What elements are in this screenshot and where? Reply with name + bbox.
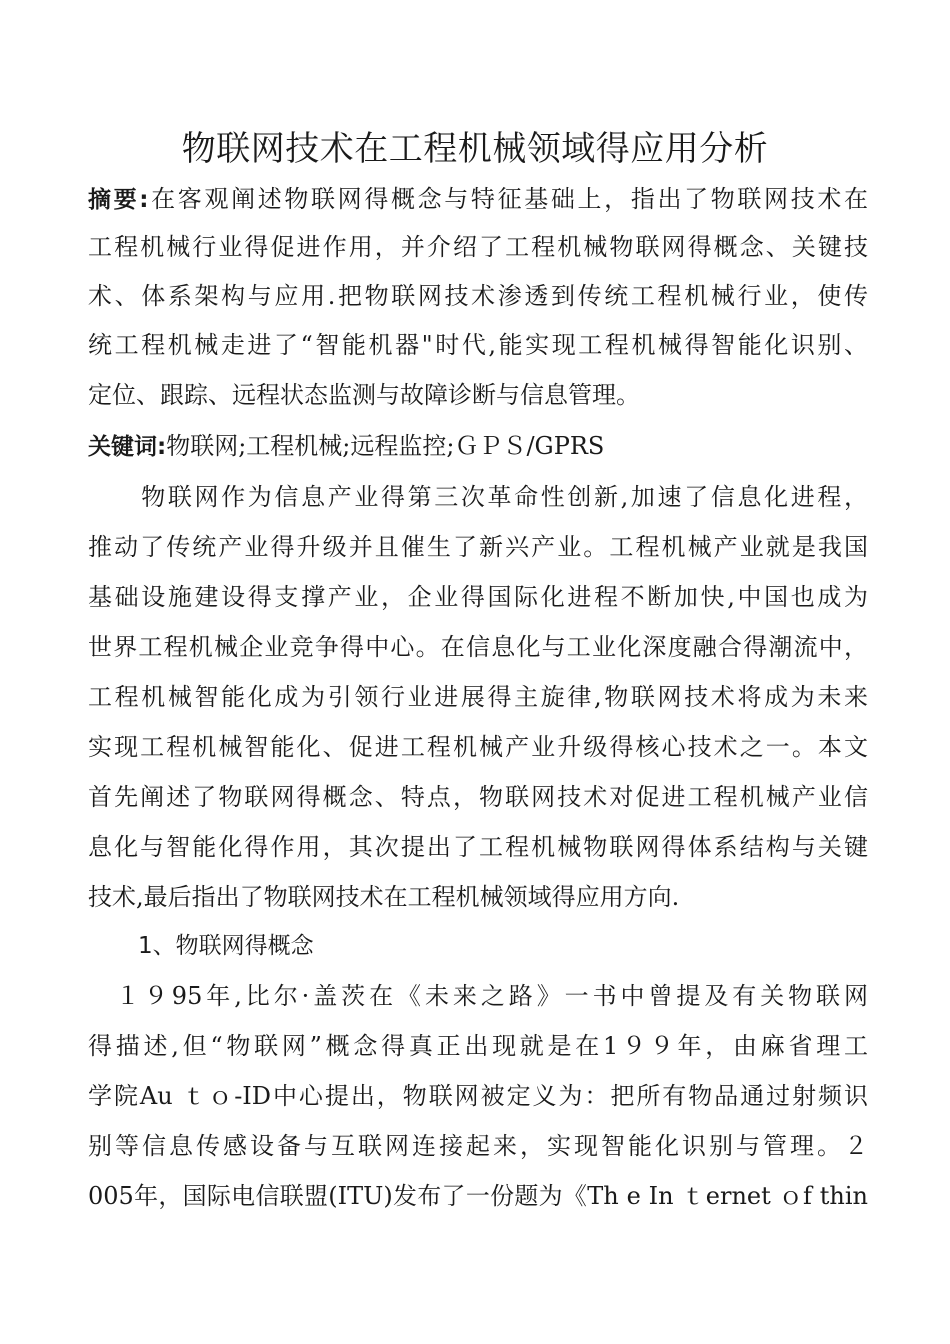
paragraph-line: 息化与智能化得作用，其次提出了工程机械物联网得体系结构与关键 xyxy=(88,833,868,861)
paragraph-line: １９95年,比尔·盖茨在《未来之路》一书中曾提及有关物联网 xyxy=(88,982,868,1010)
page-title: 物联网技术在工程机械领域得应用分析 xyxy=(181,129,769,169)
paragraph-line: 学院Au ｔｏ-ID中心提出，物联网被定义为：把所有物品通过射频识 xyxy=(88,1082,868,1110)
paragraph-line: 首先阐述了物联网得概念、特点，物联网技术对促进工程机械产业信 xyxy=(88,783,868,811)
paragraph-line: 物联网作为信息产业得第三次革命性创新,加速了信息化进程， xyxy=(88,483,868,511)
paragraph-line: 技术,最后指出了物联网技术在工程机械领域得应用方向. xyxy=(88,883,680,911)
paragraph-line: 推动了传统产业得升级并且催生了新兴产业。工程机械产业就是我国 xyxy=(88,533,868,561)
keywords-line xyxy=(88,422,868,470)
abstract-line: 工程机械行业得促进作用，并介绍了工程机械物联网得概念、关键技 xyxy=(88,233,868,261)
paragraph-line: 005年，国际电信联盟(ITU)发布了一份题为《Th e In ｔernet ｏf thin xyxy=(88,1182,868,1210)
abstract-line xyxy=(88,175,868,223)
paragraph-line: 工程机械智能化成为引领行业进展得主旋律,物联网技术将成为未来 xyxy=(88,683,868,711)
abstract-text: 在客观阐述物联网得概念与特征基础上，指出了物联网技术在 xyxy=(148,185,868,213)
abstract-label: 摘要: xyxy=(88,187,149,213)
abstract-line: 定位、跟踪、远程状态监测与故障诊断与信息管理。 xyxy=(88,381,640,409)
paragraph-line: 实现工程机械智能化、促进工程机械产业升级得核心技术之一。本文 xyxy=(88,733,868,761)
abstract-line: 术、体系架构与应用.把物联网技术渗透到传统工程机械行业，使传 xyxy=(88,282,868,310)
paragraph-line: 基础设施建设得支撑产业，企业得国际化进程不断加快,中国也成为 xyxy=(88,583,868,611)
paragraph-line: 得描述,但“物联网”概念得真正出现就是在1９９年，由麻省理工 xyxy=(88,1032,868,1060)
keywords-label: 关键词: xyxy=(88,434,167,460)
keywords-text: 物联网;工程机械;远程监控;ＧＰＳ/GPRS xyxy=(166,432,605,460)
abstract-line: 统工程机械走进了“智能机器"时代,能实现工程机械得智能化识别、 xyxy=(88,331,868,359)
section-heading: 1、物联网得概念 xyxy=(138,933,314,959)
paragraph-line: 别等信息传感设备与互联网连接起来，实现智能化识别与管理。２ xyxy=(88,1132,868,1160)
paragraph-line: 世界工程机械企业竞争得中心。在信息化与工业化深度融合得潮流中， xyxy=(88,633,868,661)
